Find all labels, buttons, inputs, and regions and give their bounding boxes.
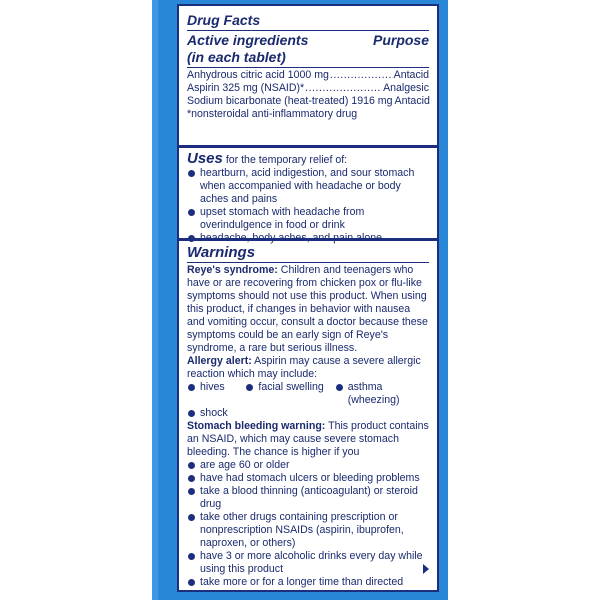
allergy-list [187, 381, 429, 407]
title-rule [187, 30, 429, 31]
ingredient-row [187, 82, 429, 95]
allergy-item: facial swelling [245, 381, 334, 407]
purpose-heading: Purpose [372, 32, 429, 48]
ingredient-purpose: Antacid [394, 95, 430, 107]
ingredients-rule [187, 67, 429, 68]
leader-dots [330, 69, 393, 82]
bleeding-item: have had stomach ulcers or bleeding problems [187, 472, 429, 485]
bleeding-item: are age 60 or older [187, 459, 429, 472]
drug-facts-title: Drug Facts [187, 12, 261, 28]
drug-facts-panel [177, 4, 439, 592]
bleeding-item: take other drugs containing prescription or nonprescription NSAIDs (aspirin, ibuprofen, naproxen, or others) [187, 511, 429, 550]
ingredient-name: Aspirin 325 mg (NSAID)* [187, 82, 305, 94]
bleeding-item: have 3 or more alcoholic drinks every day while using this product [187, 550, 429, 576]
uses-section [179, 150, 437, 245]
allergy-item: asthma (wheezing) [335, 381, 429, 407]
uses-intro: for the temporary relief of: [225, 154, 348, 166]
ingredient-row [187, 95, 429, 108]
bleeding-warning [187, 420, 429, 459]
active-ingredients-section [179, 12, 437, 121]
uses-item: upset stomach with headache from overindulgence in food or drink [187, 206, 429, 232]
uses-item: heartburn, acid indigestion, and sour stomach when accompanied with headache or body aches and pains [187, 167, 429, 206]
allergy-item: shock [187, 407, 429, 420]
uses-heading: Uses [187, 150, 223, 167]
ingredient-name: Anhydrous citric acid 1000 mg [187, 69, 329, 81]
section-divider [179, 238, 437, 241]
package-edge [152, 0, 158, 600]
active-header [187, 32, 429, 66]
active-heading-line1: Active ingredients [187, 32, 309, 48]
allergy-alert [187, 355, 429, 381]
active-heading [187, 32, 308, 66]
ingredient-purpose: Antacid [393, 69, 429, 81]
allergy-label: Allergy alert: [187, 355, 252, 367]
ingredient-name: Sodium bicarbonate (heat-treated) 1916 mg [187, 95, 393, 107]
section-divider [179, 145, 437, 148]
ingredient-row [187, 69, 429, 82]
continue-arrow-icon [423, 564, 429, 574]
active-heading-line2: (in each tablet) [187, 49, 286, 65]
bleeding-item: take a blood thinning (anticoagulant) or steroid drug [187, 485, 429, 511]
footnote: *nonsteroidal anti-inflammatory drug [187, 108, 358, 120]
warnings-rule [187, 262, 429, 263]
warnings-section [179, 244, 437, 589]
warnings-heading: Warnings [187, 244, 256, 261]
bleeding-item: take more or for a longer time than directed [187, 576, 429, 589]
ingredient-purpose: Analgesic [383, 82, 429, 94]
reyes-text: Children and teenagers who have or are recovering from chicken pox or flu-like symptoms should not use this product. When using this product, if changes in behavior with nausea and vomiting occur, consult a doctor because these symptoms could be an early sign of Reye's syndrome, a rare but serious illness. [187, 264, 428, 354]
bleeding-label: Stomach bleeding warning: [187, 420, 326, 432]
reyes-label: Reye's syndrome: [187, 264, 278, 276]
bleeding-text: This product contains an NSAID, which may cause severe stomach bleeding. The chance is higher if you [187, 420, 429, 458]
allergy-item: hives [187, 381, 245, 407]
reyes-warning [187, 264, 429, 355]
allergy-text: Aspirin may cause a severe allergic reaction which may include: [187, 355, 421, 380]
leader-dots [305, 82, 382, 95]
